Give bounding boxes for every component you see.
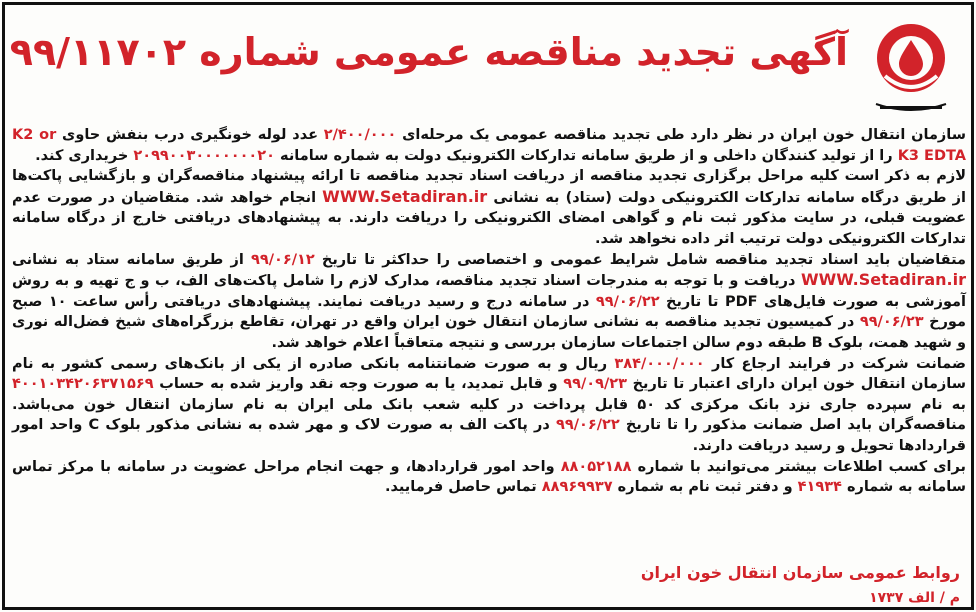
phone-registration: ۸۸۹۶۹۹۳۷ <box>541 479 613 496</box>
guarantee-validity-date: ۹۹/۰۹/۲۳ <box>563 376 627 393</box>
setadiran-link[interactable]: WWW.Setadiran.ir <box>322 186 488 206</box>
block-b: B <box>811 334 823 351</box>
deadline-date-1: ۹۹/۰۶/۱۲ <box>251 251 315 268</box>
paragraph-intro: سازمان انتقال خون ایران در نظر دارد طی تجدید مناقصه عمومی یک مرحله‌ای ۲/۴۰۰/۰۰۰ عدد لوله خونگیری درب بنفش حاوی K2 or K3 EDTA را از تولید کنندگان داخلی و از طریق سامانه تدارکات الکترونیک دولت به شماره سامانه ۲۰۹۹۰۰۳۰۰۰۰۰۰۰۲۰ خریداری کند. <box>12 127 966 164</box>
phone-contracts: ۸۸۰۵۲۱۸۸ <box>560 458 632 475</box>
block-c: C <box>88 417 100 434</box>
pdf-label: PDF <box>724 293 758 310</box>
system-number: ۲۰۹۹۰۰۳۰۰۰۰۰۰۰۲۰ <box>133 147 275 164</box>
notice-header <box>8 8 968 116</box>
paragraph-documents: متقاضیان باید اسناد تجدید مناقصه شامل شرایط عمومی و اختصاصی را حداکثر تا تاریخ ۹۹/۰۶/۱۲ از طریق سامانه ستاد به نشانی WWW.Setadiran.ir دریافت و با توجه به مندرجات اسناد تجدید مناقصه، مدارک لازم را شامل پاکت‌های الف، ب و ج تهیه و به روش آموزشی به صورت فایل‌های PDF تا تاریخ ۹۹/۰۶/۲۲ در سامانه درج و رسید دریافت نمایند. پیشنهادهای دریافتی رأس ساعت ۱۰ صبح مورخ ۹۹/۰۶/۲۳ در کمیسیون تجدید مناقصه به نشانی سازمان انتقال خون ایران واقع در تهران، تقاطع بزرگراه‌های شیخ فضل‌اله نوری و شهید همت، بلوک B طبقه دوم سالن اجتماعات سازمان بررسی و نتیجه متعاقباً اعلام خواهد شد. <box>12 251 966 351</box>
quantity: ۲/۴۰۰/۰۰۰ <box>323 127 397 143</box>
blood-drop-logo-icon <box>868 18 954 118</box>
notice-title: آگهی تجدید مناقصه عمومی شماره ۹۹/۱۱۷۰۲ <box>9 30 848 74</box>
setadiran-link-2[interactable]: WWW.Setadiran.ir <box>800 270 966 290</box>
notice-body <box>12 125 966 498</box>
paragraph-contact: برای کسب اطلاعات بیشتر می‌توانید با شماره ۸۸۰۵۲۱۸۸ واحد امور قراردادها، و جهت انجام مراحل عضویت در سامانه با مرکز تماس سامانه به شماره ۴۱۹۳۴ و دفتر ثبت نام به شماره ۸۸۹۶۹۹۳۷ تماس حاصل فرمایید. <box>12 458 966 496</box>
guarantee-amount: ۳۸۴/۰۰۰/۰۰۰ <box>614 355 705 372</box>
phone-call-center: ۴۱۹۳۴ <box>797 479 842 496</box>
account-number: ۴۰۰۱۰۳۴۲۰۶۳۷۱۵۶۹ <box>12 376 154 393</box>
edta-spec: K2 or K3 EDTA <box>12 127 966 164</box>
opening-date: ۹۹/۰۶/۲۳ <box>859 314 924 331</box>
deadline-date-2: ۹۹/۰۶/۲۲ <box>595 293 660 310</box>
paragraph-procedure: لازم به ذکر است کلیه مراحل برگزاری تجدید مناقصه از دریافت اسناد تجدید مناقصه تا ارائه پیشنهاد مناقصه‌گران و بازگشایی پاکت‌ها از طریق درگاه سامانه تدارکات الکترونیکی دولت (ستاد) به نشانی WWW.Setadiran.ir انجام خواهد شد. متقاضیان در صورت عدم عضویت قبلی، در سایت مذکور ثبت نام و گواهی امضای الکترونیکی را دریافت دارند. به پیشنهادهای دریافتی خارج از درگاه سامانه تدارکات الکترونیکی دولت ترتیب اثر داده نخواهد شد. <box>12 168 966 247</box>
reference-number: م / الف ۱۷۳۷ <box>869 590 960 606</box>
guarantee-deadline-date: ۹۹/۰۶/۲۲ <box>556 417 620 434</box>
public-relations-signature: روابط عمومی سازمان انتقال خون ایران <box>640 563 960 582</box>
paragraph-guarantee: ضمانت شرکت در فرایند ارجاع کار ۳۸۴/۰۰۰/۰۰۰ ریال و به صورت ضمانتنامه بانکی صادره از یکی از بانک‌های رسمی کشور به نام سازمان انتقال خون ایران دارای اعتبار تا تاریخ ۹۹/۰۹/۲۳ و قابل تمدید، یا به صورت وجه نقد واریز شده به حساب ۴۰۰۱۰۳۴۲۰۶۳۷۱۵۶۹ به نام سپرده جاری نزد بانک مرکزی کد ۵۰ قابل پرداخت در کلیه شعب بانک ملی ایران به نام سازمان انتقال خون می‌باشد. مناقصه‌گران باید اصل ضمانت مذکور را تا تاریخ ۹۹/۰۶/۲۲ در پاکت الف به صورت لاک و مهر شده به نشانی مذکور بلوک C واحد امور قراردادها تحویل و رسید دریافت دارند. <box>12 355 966 454</box>
organization-logo <box>868 18 954 118</box>
